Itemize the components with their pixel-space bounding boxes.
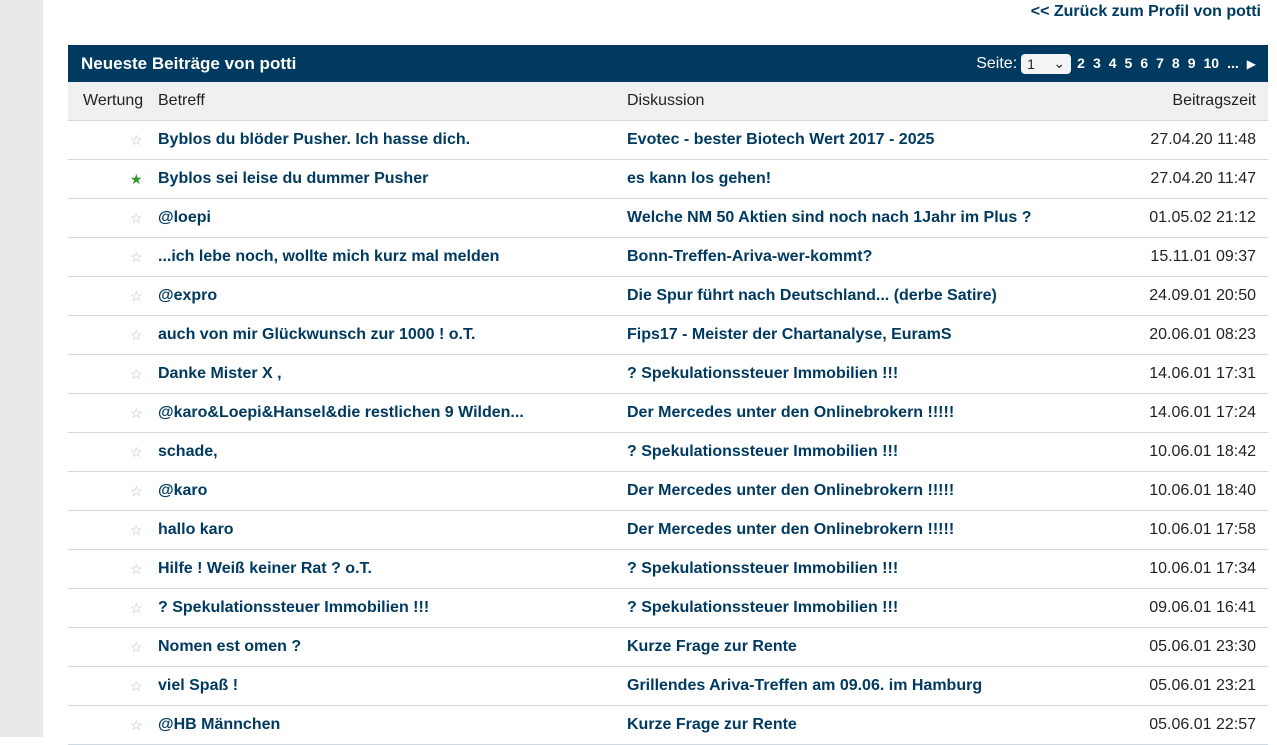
star-icon[interactable]: ☆ [130, 678, 143, 694]
post-time: 09.06.01 16:41 [1149, 599, 1256, 616]
post-time: 10.06.01 17:58 [1149, 521, 1256, 538]
table-title: Neueste Beiträge von potti [81, 53, 297, 73]
post-time: 05.06.01 23:21 [1149, 677, 1256, 694]
star-icon[interactable]: ☆ [130, 522, 143, 538]
left-sidebar [0, 0, 43, 737]
star-icon[interactable]: ☆ [130, 639, 143, 655]
subject-link[interactable]: @karo&Loepi&Hansel&die restlichen 9 Wilden... [158, 404, 524, 421]
star-icon[interactable]: ☆ [130, 249, 143, 265]
table-row [68, 472, 1268, 511]
post-time: 01.05.02 21:12 [1149, 209, 1256, 226]
table-title-bar [68, 45, 1268, 82]
post-time: 27.04.20 11:48 [1150, 131, 1256, 148]
thread-link[interactable]: ? Spekulationssteuer Immobilien !!! [627, 365, 899, 382]
post-time: 10.06.01 18:42 [1149, 443, 1256, 460]
page-link[interactable]: 3 [1092, 54, 1101, 71]
post-time: 10.06.01 18:40 [1149, 482, 1256, 499]
thread-link[interactable]: ? Spekulationssteuer Immobilien !!! [627, 560, 899, 577]
post-time: 14.06.01 17:31 [1149, 365, 1256, 382]
thread-link[interactable]: Der Mercedes unter den Onlinebrokern !!!!! [627, 404, 955, 421]
page-label: Seite: [976, 54, 1018, 72]
posts-table [68, 121, 1268, 745]
star-icon[interactable]: ☆ [130, 210, 143, 226]
star-icon[interactable]: ☆ [130, 444, 143, 460]
table-row [68, 433, 1268, 472]
thread-link[interactable]: Die Spur führt nach Deutschland... (derbe Satire) [627, 287, 997, 304]
chevron-down-icon: ⌄ [1053, 55, 1066, 71]
post-time: 14.06.01 17:24 [1149, 404, 1256, 421]
table-row [68, 628, 1268, 667]
post-time: 10.06.01 17:34 [1149, 560, 1256, 577]
thread-link[interactable]: Welche NM 50 Aktien sind noch nach 1Jahr im Plus ? [627, 209, 1032, 226]
thread-link[interactable]: ? Spekulationssteuer Immobilien !!! [627, 443, 899, 460]
page-link[interactable]: 8 [1171, 54, 1180, 71]
star-icon[interactable]: ☆ [130, 600, 143, 616]
col-diskussion[interactable]: Diskussion [627, 92, 705, 109]
thread-link[interactable]: Evotec - bester Biotech Wert 2017 - 2025 [627, 131, 935, 148]
page-select-value: 1 [1027, 55, 1035, 72]
star-icon[interactable]: ☆ [130, 717, 143, 733]
table-row [68, 277, 1268, 316]
thread-link[interactable]: Kurze Frage zur Rente [627, 716, 797, 733]
subject-link[interactable]: Byblos du blöder Pusher. Ich hasse dich. [158, 131, 471, 148]
table-row [68, 550, 1268, 589]
page-select[interactable] [1021, 54, 1071, 74]
post-time: 27.04.20 11:47 [1150, 170, 1256, 187]
table-row [68, 160, 1268, 199]
table-row [68, 238, 1268, 277]
page-link[interactable]: 5 [1124, 54, 1133, 71]
page-link[interactable]: 9 [1187, 54, 1196, 71]
page-link[interactable]: 4 [1108, 54, 1117, 71]
page-links [1077, 55, 1247, 73]
table-row [68, 199, 1268, 238]
star-icon[interactable]: ☆ [130, 405, 143, 421]
thread-link[interactable]: ? Spekulationssteuer Immobilien !!! [627, 599, 899, 616]
subject-link[interactable]: hallo karo [158, 521, 234, 538]
star-icon[interactable]: ☆ [130, 561, 143, 577]
subject-link[interactable]: Danke Mister X , [158, 365, 282, 382]
subject-link[interactable]: ...ich lebe noch, wollte mich kurz mal melden [158, 248, 500, 265]
subject-link[interactable]: ? Spekulationssteuer Immobilien !!! [158, 599, 430, 616]
page-link[interactable]: 7 [1156, 54, 1164, 71]
thread-link[interactable]: Der Mercedes unter den Onlinebrokern !!!!! [627, 521, 955, 538]
star-icon[interactable]: ☆ [130, 366, 143, 382]
post-time: 24.09.01 20:50 [1149, 287, 1256, 304]
star-icon[interactable]: ☆ [130, 483, 143, 499]
star-icon[interactable]: ☆ [130, 288, 143, 304]
page-link[interactable]: ... [1227, 54, 1239, 71]
thread-link[interactable]: es kann los gehen! [627, 170, 772, 187]
star-icon[interactable]: ☆ [130, 327, 143, 343]
page-link[interactable]: 2 [1077, 54, 1085, 71]
page-link[interactable]: 10 [1203, 54, 1220, 71]
subject-link[interactable]: @HB Männchen [158, 716, 281, 733]
table-row [68, 355, 1268, 394]
thread-link[interactable]: Fips17 - Meister der Chartanalyse, EuramS [627, 326, 952, 343]
subject-link[interactable]: Byblos sei leise du dummer Pusher [158, 170, 429, 187]
table-row [68, 316, 1268, 355]
table-row [68, 667, 1268, 706]
post-time: 15.11.01 09:37 [1150, 248, 1256, 265]
pagination [976, 54, 1256, 74]
page-link[interactable]: 6 [1140, 54, 1149, 71]
thread-link[interactable]: Kurze Frage zur Rente [627, 638, 797, 655]
table-row [68, 589, 1268, 628]
next-page-icon[interactable]: ▶ [1246, 56, 1256, 71]
column-header [68, 82, 1268, 121]
table-row [68, 121, 1268, 160]
star-icon[interactable]: ★ [130, 171, 143, 187]
subject-link[interactable]: @expro [158, 287, 218, 304]
col-wertung[interactable]: Wertung [83, 92, 144, 109]
subject-link[interactable]: @loepi [158, 209, 211, 226]
col-beitragszeit[interactable]: Beitragszeit [1172, 92, 1256, 109]
subject-link[interactable]: schade, [158, 443, 218, 460]
subject-link[interactable]: auch von mir Glückwunsch zur 1000 ! o.T. [158, 326, 476, 343]
star-icon[interactable]: ☆ [130, 132, 143, 148]
thread-link[interactable]: Grillendes Ariva-Treffen am 09.06. im Hamburg [627, 677, 983, 694]
subject-link[interactable]: viel Spaß ! [158, 677, 239, 694]
subject-link[interactable]: @karo [158, 482, 208, 499]
thread-link[interactable]: Bonn-Treffen-Ariva-wer-kommt? [627, 248, 873, 265]
subject-link[interactable]: Nomen est omen ? [158, 638, 302, 655]
col-betreff[interactable]: Betreff [158, 92, 205, 109]
post-time: 05.06.01 22:57 [1149, 716, 1256, 733]
back-to-profile-link[interactable]: << Zurück zum Profil von potti [1030, 3, 1261, 20]
subject-link[interactable]: Hilfe ! Weiß keiner Rat ? o.T. [158, 560, 372, 577]
post-time: 20.06.01 08:23 [1149, 326, 1256, 343]
table-row [68, 706, 1268, 745]
thread-link[interactable]: Der Mercedes unter den Onlinebrokern !!!!! [627, 482, 955, 499]
table-row [68, 394, 1268, 433]
table-row [68, 511, 1268, 550]
post-time: 05.06.01 23:30 [1149, 638, 1256, 655]
